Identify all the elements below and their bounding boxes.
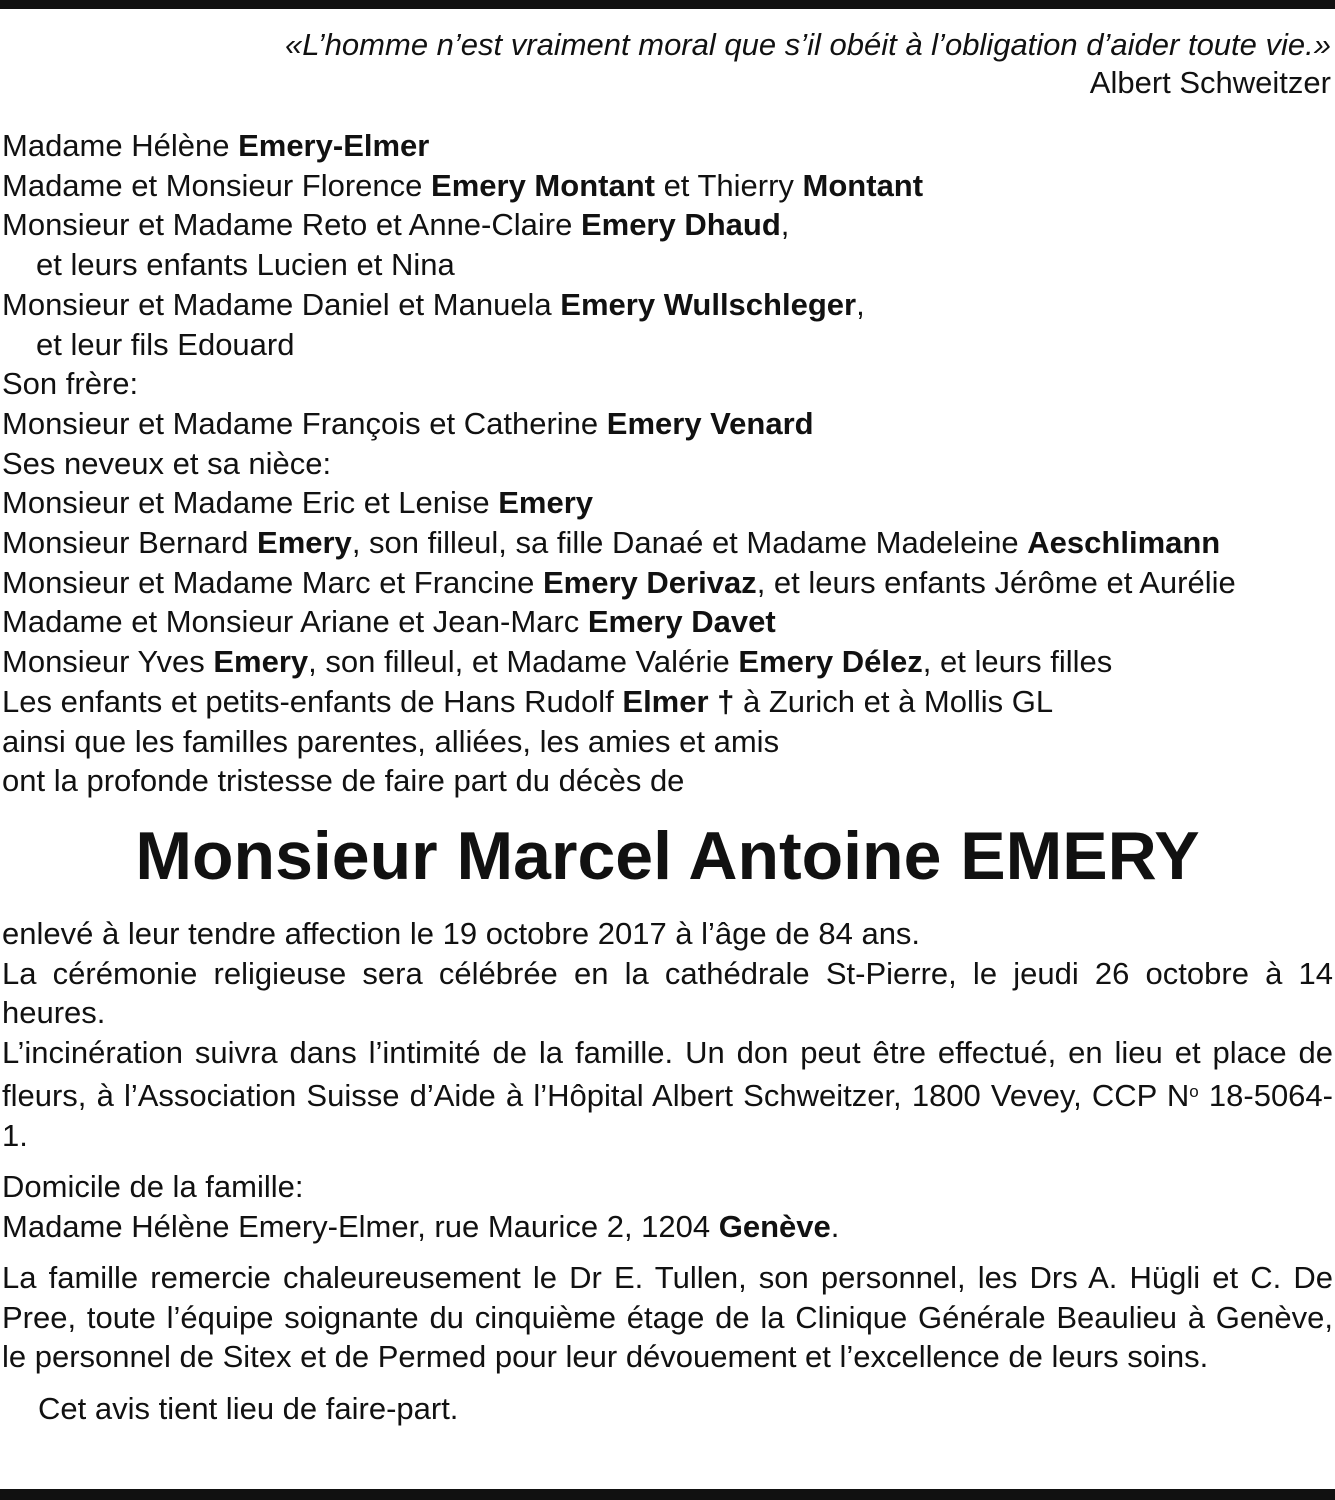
family-line <box>2 563 1333 603</box>
epigraph-text: «L’homme n’est vraiment moral que s’il obéit à l’obligation d’aider toute vie.» <box>285 27 1331 62</box>
notice-body <box>2 914 1333 1428</box>
epigraph <box>285 26 1331 102</box>
ccp-number: 18-5064-1. <box>2 1078 1333 1153</box>
family-name: Emery-Elmer <box>238 128 430 163</box>
line-text: Monsieur et Madame François et Catherine <box>2 405 607 441</box>
line-text: , son filleul, et Madame Valérie <box>308 644 739 680</box>
line-text: , <box>856 286 865 322</box>
family-name: Montant <box>802 167 924 203</box>
deceased-name: Monsieur Marcel Antoine EMERY <box>135 818 1200 894</box>
bottom-rule <box>0 1489 1335 1500</box>
family-line <box>2 483 1333 523</box>
family-line <box>2 602 1333 642</box>
family-line <box>2 523 1333 563</box>
address-city: Genève <box>718 1208 831 1244</box>
family-line <box>2 126 1333 166</box>
line-text: , et leurs enfants Jérôme et Aurélie <box>756 564 1236 600</box>
line-text: Madame et Monsieur Ariane et Jean-Marc <box>2 604 588 640</box>
family-name: Emery Davet <box>587 604 776 640</box>
family-line: et leur fils Edouard <box>36 326 295 362</box>
line-text: , son filleul, sa fille Danaé et Madame Madeleine <box>351 525 1028 561</box>
family-name: Emery Dhaud <box>580 207 781 243</box>
donation-text: L’incinération suivra dans l’intimité de la famille. Un don peut être effectué, en lieu et place de fleurs, à l’Association Suisse d’Aide à l’Hôpital Albert Schweitzer, 1800 Vevey, CCP N <box>2 1034 1333 1113</box>
family-name: Emery <box>257 525 352 561</box>
line-text: Monsieur et Madame Daniel et Manuela <box>2 286 561 322</box>
line-text: Monsieur et Madame Reto et Anne-Claire <box>2 207 581 243</box>
family-line <box>2 205 1333 245</box>
family-name: Emery Délez <box>738 644 923 680</box>
line-text: Monsieur et Madame Marc et Francine <box>2 564 543 600</box>
top-rule <box>0 0 1335 9</box>
line-text: Monsieur Bernard <box>2 525 258 561</box>
line-text: Madame Hélène <box>2 128 239 163</box>
family-name: Aeschlimann <box>1027 525 1221 561</box>
closing-line: Cet avis tient lieu de faire-part. <box>38 1390 459 1426</box>
domicile-label: Domicile de la famille: <box>2 1169 304 1204</box>
number-sign: o <box>1189 1082 1199 1101</box>
family-name: Elmer † <box>622 683 735 719</box>
family-line <box>2 166 1333 206</box>
address-text: Madame Hélène Emery-Elmer, rue Maurice 2, 1204 <box>2 1208 719 1244</box>
family-line <box>2 404 1333 444</box>
family-line <box>2 682 1333 722</box>
domicile-address <box>2 1207 1333 1247</box>
section-label: Son frère: <box>2 366 139 402</box>
thanks-paragraph: La famille remercie chaleureusement le Dr E. Tullen, son personnel, les Drs A. Hügli et C. De Pree, toute l’équipe soignante du cinquième étage de la Clinique Générale Beaulieu à Genève, le personnel de Sitex et de Permed pour leur dévouement et l’excellence de leurs soins. <box>2 1260 1333 1374</box>
family-name: Emery Wullschleger <box>560 286 857 322</box>
family-line <box>2 285 1333 325</box>
section-label: Ses neveux et sa nièce: <box>2 445 332 481</box>
family-line <box>2 642 1333 682</box>
line-text: Monsieur et Madame Eric et Lenise <box>2 485 499 521</box>
line-text: et Thierry <box>654 167 803 203</box>
death-date-paragraph: enlevé à leur tendre affection le 19 octobre 2017 à l’âge de 84 ans. <box>2 916 921 951</box>
line-text: Les enfants et petits-enfants de Hans Rudolf <box>2 683 623 719</box>
line-text: à Zurich et à Mollis GL <box>734 683 1054 719</box>
donation-paragraph <box>2 1033 1333 1156</box>
line-text: , <box>780 207 790 243</box>
family-name: Emery Derivaz <box>543 564 757 600</box>
family-name: Emery <box>498 485 594 521</box>
address-end: . <box>830 1208 840 1244</box>
line-text: Madame et Monsieur Florence <box>2 167 432 203</box>
family-line: et leurs enfants Lucien et Nina <box>36 247 455 283</box>
family-name: Emery <box>213 644 309 680</box>
epigraph-author: Albert Schweitzer <box>1089 65 1331 100</box>
family-line: ont la profonde tristesse de faire part du décès de <box>2 763 685 799</box>
family-name: Emery Venard <box>606 405 814 441</box>
family-line: ainsi que les familles parentes, alliées, les amies et amis <box>2 723 780 759</box>
line-text: Monsieur Yves <box>2 644 214 680</box>
family-list <box>2 126 1333 801</box>
family-name: Emery Montant <box>431 167 655 203</box>
line-text: , et leurs filles <box>922 644 1113 680</box>
ceremony-paragraph: La cérémonie religieuse sera célébrée en la cathédrale St-Pierre, le jeudi 26 octobre à 14 heures. <box>2 955 1333 1030</box>
